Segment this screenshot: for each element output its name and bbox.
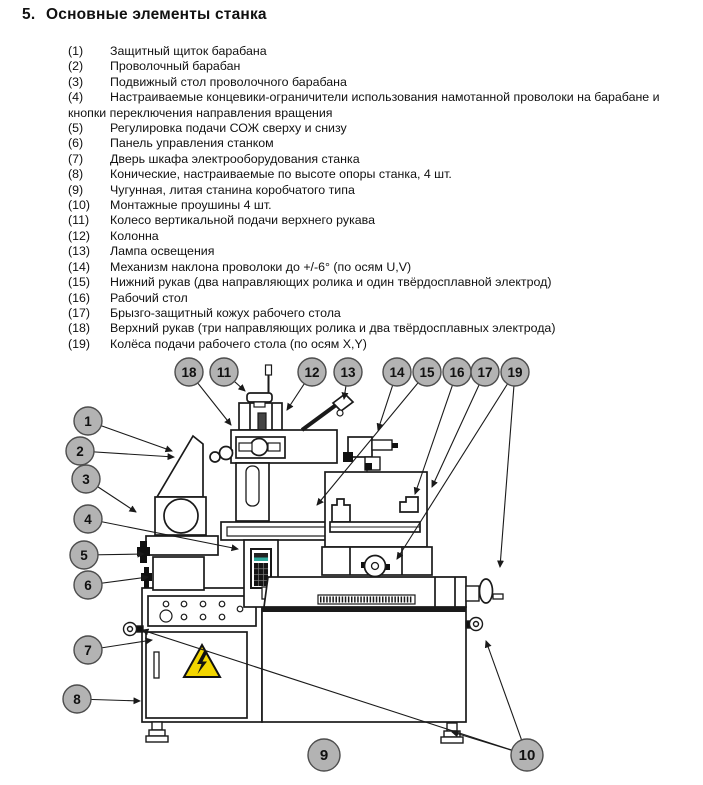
- callout-5: [70, 541, 98, 569]
- part-text: Подвижный стол проволочного барабана: [110, 74, 347, 89]
- part-text: Дверь шкафа электрооборудования станка: [110, 151, 360, 166]
- callout-15: [413, 358, 441, 386]
- parts-list-item-1: [68, 44, 678, 59]
- callout-number-16: 16: [449, 365, 465, 380]
- part-marker: (8): [68, 167, 84, 182]
- side-feed-handwheel: [480, 579, 493, 603]
- part-text: Колёса подачи рабочего стола (по осям X,Y): [110, 336, 367, 351]
- callout-number-5: 5: [80, 548, 88, 563]
- parts-list-item-14: [68, 260, 678, 275]
- top-pin: [266, 365, 272, 375]
- parts-list-item-4: [68, 90, 678, 121]
- parts-list-item-5: [68, 121, 678, 136]
- part-marker: (15): [68, 275, 91, 290]
- part-text: Нижний рукав (два направляющих ролика и один твёрдосплавной электрод): [110, 275, 552, 290]
- callout-number-9: 9: [319, 747, 329, 764]
- parts-list-item-11: [68, 213, 678, 228]
- part-marker: (1): [68, 44, 84, 58]
- callout-number-14: 14: [389, 365, 405, 380]
- section-number: 5.: [22, 6, 36, 23]
- part-marker: (16): [68, 290, 91, 305]
- pendant-keypad: [254, 563, 268, 586]
- lamp-head: [333, 394, 353, 411]
- part-text: Регулировка подачи СОЖ сверху и снизу: [110, 121, 347, 136]
- clamp-knob: [220, 447, 233, 460]
- drum-table: [146, 536, 218, 555]
- drum-shield: [157, 436, 203, 497]
- limit-switch-brackets: [137, 541, 152, 588]
- parts-list: [68, 44, 678, 352]
- callout-number-18: 18: [181, 365, 197, 380]
- part-text: Настраиваемые концевики-ограничители использования намотанной проволоки на барабане и кнопки переключения направления вращения: [68, 90, 660, 120]
- part-marker: (10): [68, 198, 91, 213]
- callout-number-13: 13: [340, 365, 356, 380]
- parts-list-item-18: [68, 321, 678, 336]
- page-title: [22, 6, 267, 24]
- leader-line-16: [415, 372, 457, 494]
- callout-number-8: 8: [73, 692, 81, 707]
- part-marker: (3): [68, 74, 84, 89]
- leader-line-19: [500, 372, 515, 567]
- callout-8: [63, 685, 91, 713]
- parts-list-item-3: [68, 75, 678, 90]
- callout-7: [74, 636, 102, 664]
- machine-bed: [262, 607, 466, 722]
- part-marker: (2): [68, 59, 84, 74]
- callout-12: [298, 358, 326, 386]
- callout-number-7: 7: [84, 643, 92, 658]
- callout-6: [74, 571, 102, 599]
- column-slide-block: [258, 413, 266, 430]
- lamp-bulb: [337, 410, 343, 416]
- callout-number-4: 4: [84, 512, 92, 527]
- part-text: Брызго-защитный кожух рабочего стола: [110, 305, 341, 320]
- callout-number-10: 10: [518, 747, 536, 764]
- callout-2: [66, 437, 94, 465]
- part-text: Колонна: [110, 228, 159, 243]
- callout-11: [210, 358, 238, 386]
- part-marker: (13): [68, 244, 91, 259]
- parts-list-item-17: [68, 306, 678, 321]
- part-marker: (5): [68, 121, 84, 136]
- part-marker: (14): [68, 259, 91, 274]
- callout-number-12: 12: [304, 365, 320, 380]
- callout-number-2: 2: [76, 444, 84, 459]
- callout-18: [175, 358, 203, 386]
- machine-body: [124, 365, 504, 743]
- callout-17: [471, 358, 499, 386]
- door-handle: [154, 652, 159, 678]
- callout-number-11: 11: [216, 365, 232, 380]
- callout-3: [72, 465, 100, 493]
- upper-arm-guide: [251, 439, 268, 456]
- part-text: Защитный щиток барабана: [110, 44, 267, 58]
- part-marker: (11): [68, 213, 90, 228]
- part-marker: (9): [68, 182, 84, 197]
- parts-list-item-15: [68, 275, 678, 290]
- parts-list-item-8: [68, 167, 678, 182]
- callout-number-15: 15: [419, 365, 435, 380]
- callout-number-17: 17: [477, 365, 493, 380]
- leader-line-17: [432, 372, 485, 487]
- part-text: Колесо вертикальной подачи верхнего рукава: [110, 213, 376, 228]
- part-text: Конические, настраиваемые по высоте опоры станка, 4 шт.: [110, 167, 452, 182]
- part-text: Верхний рукав (три направляющих ролика и два твёрдосплавных электрода): [110, 321, 556, 336]
- handwheel-axle: [493, 594, 503, 599]
- callout-number-6: 6: [84, 578, 92, 593]
- part-marker: (6): [68, 136, 84, 151]
- part-text: Чугунная, литая станина коробчатого типа: [110, 182, 355, 197]
- callout-19: [501, 358, 529, 386]
- machine-feet: [146, 722, 463, 743]
- vertical-feed-handwheel: [247, 393, 272, 402]
- part-marker: (7): [68, 151, 84, 166]
- part-text: Монтажные проушины 4 шт.: [110, 198, 272, 213]
- leader-line-10: [486, 641, 527, 755]
- callout-13: [334, 358, 362, 386]
- part-text: Рабочий стол: [110, 290, 188, 305]
- leader-line-19: [397, 372, 515, 559]
- callout-14: [383, 358, 411, 386]
- part-text: Панель управления станком: [110, 136, 274, 151]
- lamp-arm: [302, 405, 336, 430]
- part-marker: (17): [68, 305, 91, 320]
- callout-9: [308, 739, 340, 771]
- parts-list-item-12: [68, 229, 678, 244]
- clamp-knob: [210, 452, 220, 462]
- wire-edm-machine-drawing: [0, 350, 703, 785]
- part-marker: (18): [68, 321, 91, 336]
- part-marker: (4): [68, 90, 84, 105]
- callout-10: [511, 739, 543, 771]
- part-text: Лампа освещения: [110, 244, 215, 259]
- callout-1: [74, 407, 102, 435]
- part-marker: (19): [68, 336, 91, 351]
- part-text: Механизм наклона проволоки до +/-6° (по осям U,V): [110, 259, 412, 274]
- parts-list-item-7: [68, 152, 678, 167]
- parts-list-item-9: [68, 183, 678, 198]
- parts-list-item-16: [68, 291, 678, 306]
- parts-list-item-6: [68, 136, 678, 151]
- pendant-screen: [254, 558, 268, 562]
- callout-number-19: 19: [507, 365, 523, 380]
- part-text: Проволочный барабан: [110, 59, 241, 74]
- wire-drum: [164, 499, 198, 533]
- callout-number-3: 3: [82, 472, 90, 487]
- column-slot: [246, 466, 259, 506]
- callout-4: [74, 505, 102, 533]
- part-marker: (12): [68, 228, 91, 243]
- parts-list-item-2: [68, 59, 678, 74]
- callout-number-1: 1: [84, 414, 92, 429]
- parts-list-item-13: [68, 244, 678, 259]
- parts-list-item-10: [68, 198, 678, 213]
- callout-16: [443, 358, 471, 386]
- drum-table-base: [153, 557, 204, 590]
- machine-diagram: [0, 350, 703, 785]
- section-title: Основные элементы станка: [46, 6, 267, 23]
